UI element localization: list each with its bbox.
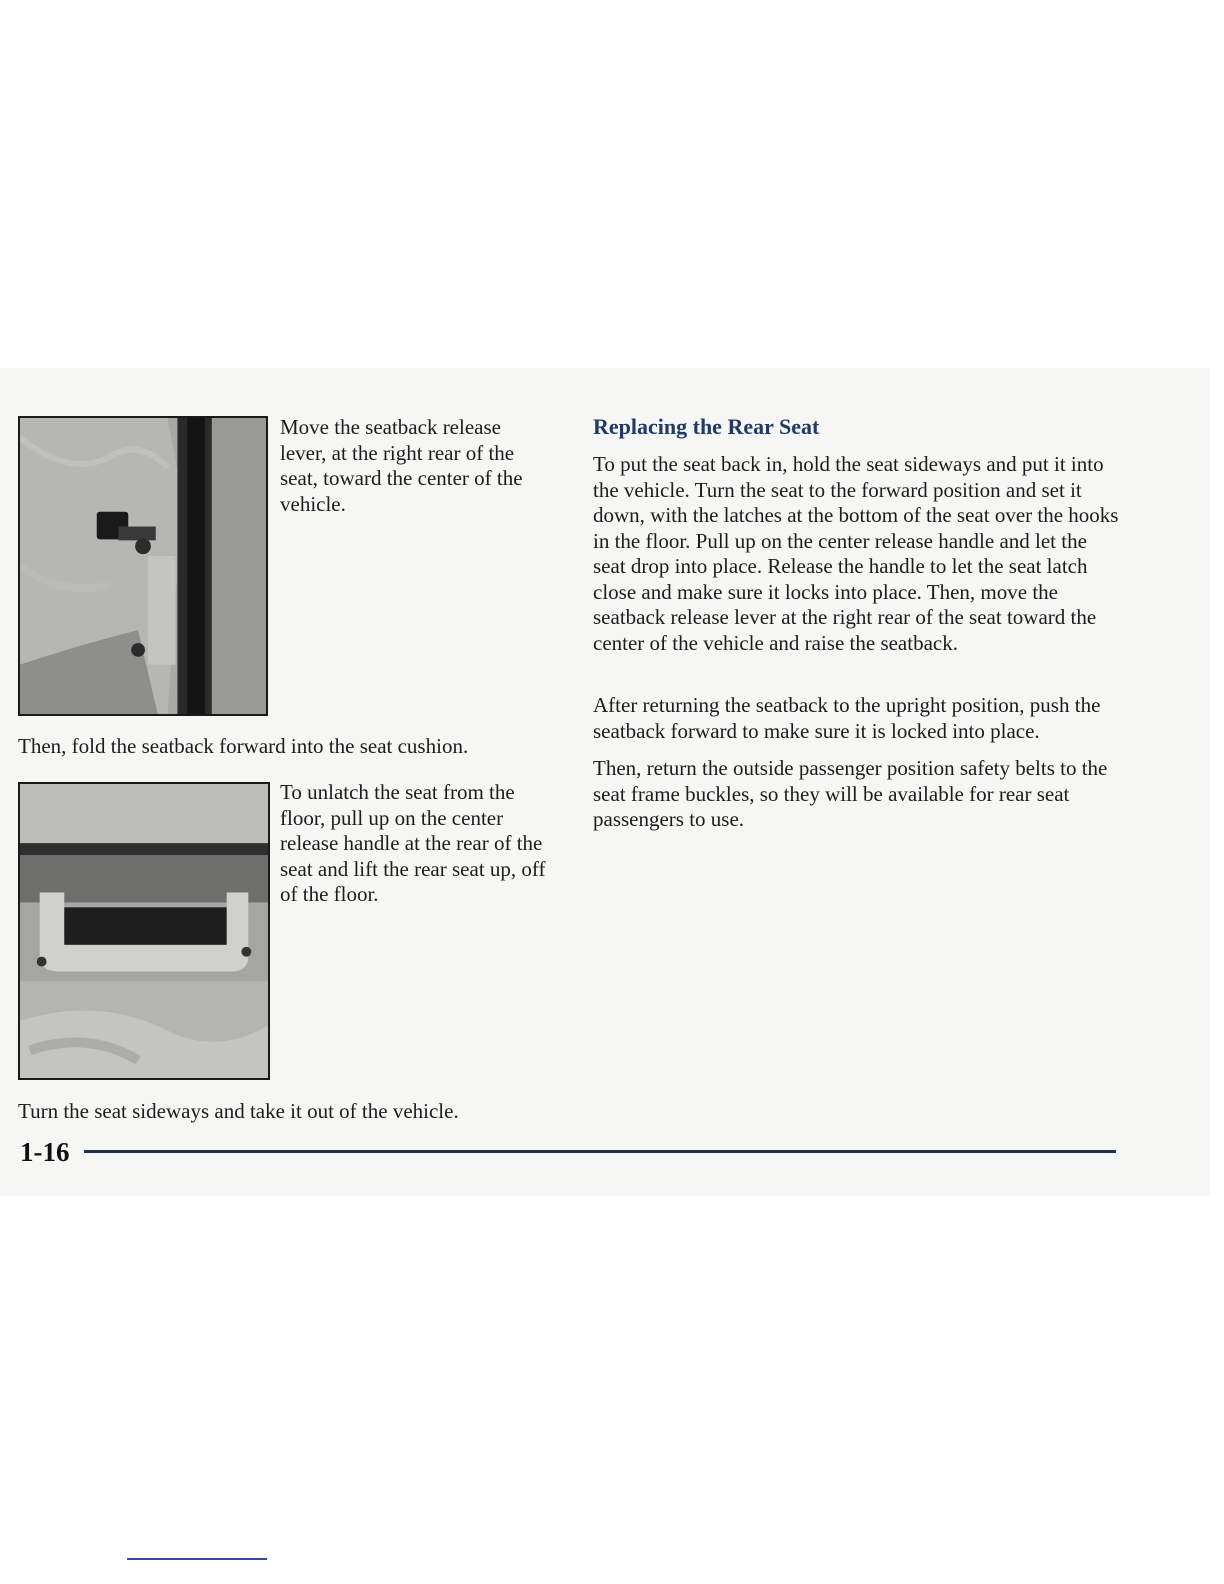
page-number: 1-16 xyxy=(20,1137,70,1167)
step-remove-seat-text: Turn the seat sideways and take it out of the vehicle. xyxy=(18,1099,459,1123)
step-fold-seatback-text: Then, fold the seatback forward into the seat cushion. xyxy=(18,734,469,758)
section-heading: Replacing the Rear Seat xyxy=(593,414,820,439)
footer-rule xyxy=(84,1150,1116,1153)
lock-check-paragraph: After returning the seatback to the upright position, push the seatback forward to make sure it is locked into place. xyxy=(593,693,1101,743)
center-release-handle-photo xyxy=(18,782,270,1080)
replace-instructions-paragraph: To put the seat back in, hold the seat sideways and put it into the vehicle. Turn the seat to the forward position and set it down, with the latches at the bottom of the seat over the hooks in the floor. Pull up on the center release handle and let the seat drop into place. Release the handle to let the seat latch close and make sure it locks into place. Then, move the seatback release lever at the right rear of the seat toward the center of the vehicle and raise the seatback. xyxy=(593,452,1119,655)
seatback-release-lever-photo xyxy=(18,416,268,716)
step-unlatch-seat-text: To unlatch the seat from the floor, pull up on the center release handle at the rear of the seat and lift the rear seat up, off of the floor. xyxy=(280,780,546,906)
step-release-lever-text: Move the seatback release lever, at the right rear of the seat, toward the center of the vehicle. xyxy=(280,415,523,516)
bottom-link-rule xyxy=(127,1558,267,1560)
safety-belts-paragraph: Then, return the outside passenger position safety belts to the seat frame buckles, so they will be available for rear seat passengers to use. xyxy=(593,756,1108,831)
